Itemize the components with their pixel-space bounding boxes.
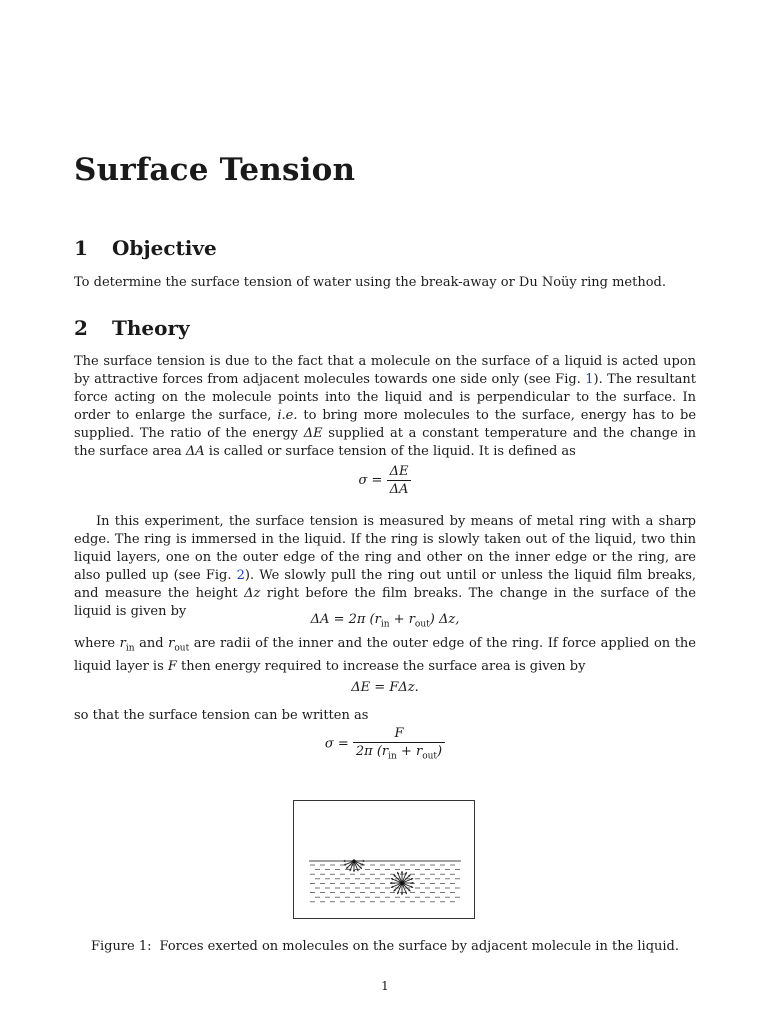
text-run: right before the film breaks. The change in the surface of the liquid is given by — [74, 586, 696, 619]
fraction-numerator: ΔE — [387, 464, 412, 481]
section-heading-theory — [74, 316, 190, 340]
text-run: i.e. — [277, 408, 298, 423]
figure-caption-text: Forces exerted on molecules on the surface by adjacent molecule in the liquid. — [159, 939, 680, 954]
subscript: in — [380, 619, 390, 630]
fraction — [353, 726, 445, 762]
equation-part: ) — [437, 744, 443, 759]
page-title: Surface Tension — [74, 152, 356, 188]
subscript: out — [414, 619, 430, 630]
molecule — [400, 881, 403, 884]
text-run: The surface tension is due to the fact that a molecule on the surface of a liquid is acted upon by attractive forces from adjacent molecules towards one side only (see Fig. — [74, 354, 696, 387]
figure-label: Figure 1: — [90, 939, 152, 954]
text-run: to bring more molecules to the surface, energy has to be supplied. The ratio of the energy — [74, 408, 697, 441]
text-run: and — [134, 636, 169, 651]
equation-part: + r — [396, 744, 423, 759]
equation-lhs: σ = — [358, 473, 383, 488]
section-number: 2 — [74, 316, 88, 340]
theory-paragraph-4: so that the surface tension can be written as — [74, 708, 369, 723]
equation-part: ΔA = 2π (r — [310, 612, 381, 627]
force-arrow-head — [343, 860, 345, 862]
document-page — [74, 0, 696, 1024]
theory-paragraph-3 — [74, 635, 696, 676]
page-number: 1 — [381, 979, 389, 993]
fraction-denominator — [353, 743, 445, 762]
molecule-forces-diagram — [294, 801, 474, 918]
text-run: ). We slowly pull the ring out until or unless the liquid film breaks, and measure the height — [74, 568, 696, 601]
math-delta-e: ΔE — [303, 426, 323, 441]
text-run: where — [74, 636, 120, 651]
text-run: then energy required to increase the surface area is given by — [176, 658, 586, 674]
text-run: ). The resultant force acting on the molecule points into the liquid and is perpendicular to the surface. In order to enlarge the surface, — [74, 372, 696, 423]
text-run: supplied at a constant temperature and the change in the surface area — [74, 426, 696, 459]
math-delta-a: ΔA — [185, 444, 205, 459]
bulk-molecule-forces — [390, 871, 414, 895]
liquid-dashes — [310, 865, 460, 902]
math-r: r — [168, 636, 175, 651]
figure-2-link[interactable]: 2 — [236, 568, 245, 583]
force-arrow-head — [401, 871, 403, 873]
figure-1-molecule-forces — [293, 800, 475, 919]
section-title: Theory — [112, 316, 190, 340]
equation-area-change — [74, 612, 696, 630]
math-r: r — [119, 636, 126, 651]
subscript: out — [422, 751, 438, 762]
text-run: In this experiment, the surface tension is measured by means of metal ring with a sharp edge. The ring is immersed in the liquid. If the ring is slowly taken out of the liquid, two thin liquid layers, one on the outer edge of the ring and other on the inner edge or the ring, are also pulled up (see Fig. — [74, 514, 696, 583]
subscript: in — [125, 643, 135, 654]
force-arrow-head — [401, 893, 403, 895]
theory-paragraph-1 — [74, 353, 696, 461]
equation-surface-tension-definition — [74, 464, 696, 497]
surface-molecule-forces — [343, 859, 365, 872]
subscript: out — [174, 643, 190, 654]
theory-paragraph-2 — [74, 513, 696, 621]
equation-part: 2π (r — [355, 744, 389, 759]
force-arrow-head — [390, 882, 392, 884]
equation-energy: ΔE = FΔz. — [351, 680, 419, 695]
section-title: Objective — [112, 236, 217, 260]
subscript: in — [388, 751, 397, 762]
molecule — [352, 859, 355, 862]
equation-part: ) Δz, — [429, 612, 460, 627]
fraction-numerator: F — [353, 726, 445, 743]
equation-part: + r — [389, 612, 415, 627]
text-run: are radii of the inner and the outer edge of the ring. If force applied on the liquid layer is — [74, 636, 696, 674]
section-number: 1 — [74, 236, 88, 260]
math-f: F — [167, 658, 177, 674]
equation-lhs: σ = — [324, 736, 349, 752]
math-delta-z: Δz — [244, 586, 261, 601]
equation-surface-tension-ring — [74, 726, 696, 762]
fraction-denominator: ΔA — [389, 482, 409, 497]
fraction — [387, 464, 412, 497]
text-run: is called or surface tension of the liquid. It is defined as — [204, 444, 576, 459]
section-heading-objective — [74, 236, 217, 260]
force-arrow-head — [363, 860, 365, 862]
figure-1-caption — [74, 939, 696, 954]
force-arrow-head — [353, 870, 355, 872]
force-arrow-head — [412, 882, 414, 884]
figure-1-link[interactable]: 1 — [585, 372, 594, 387]
objective-paragraph: To determine the surface tension of water using the break-away or Du Noüy ring method. — [74, 275, 666, 290]
